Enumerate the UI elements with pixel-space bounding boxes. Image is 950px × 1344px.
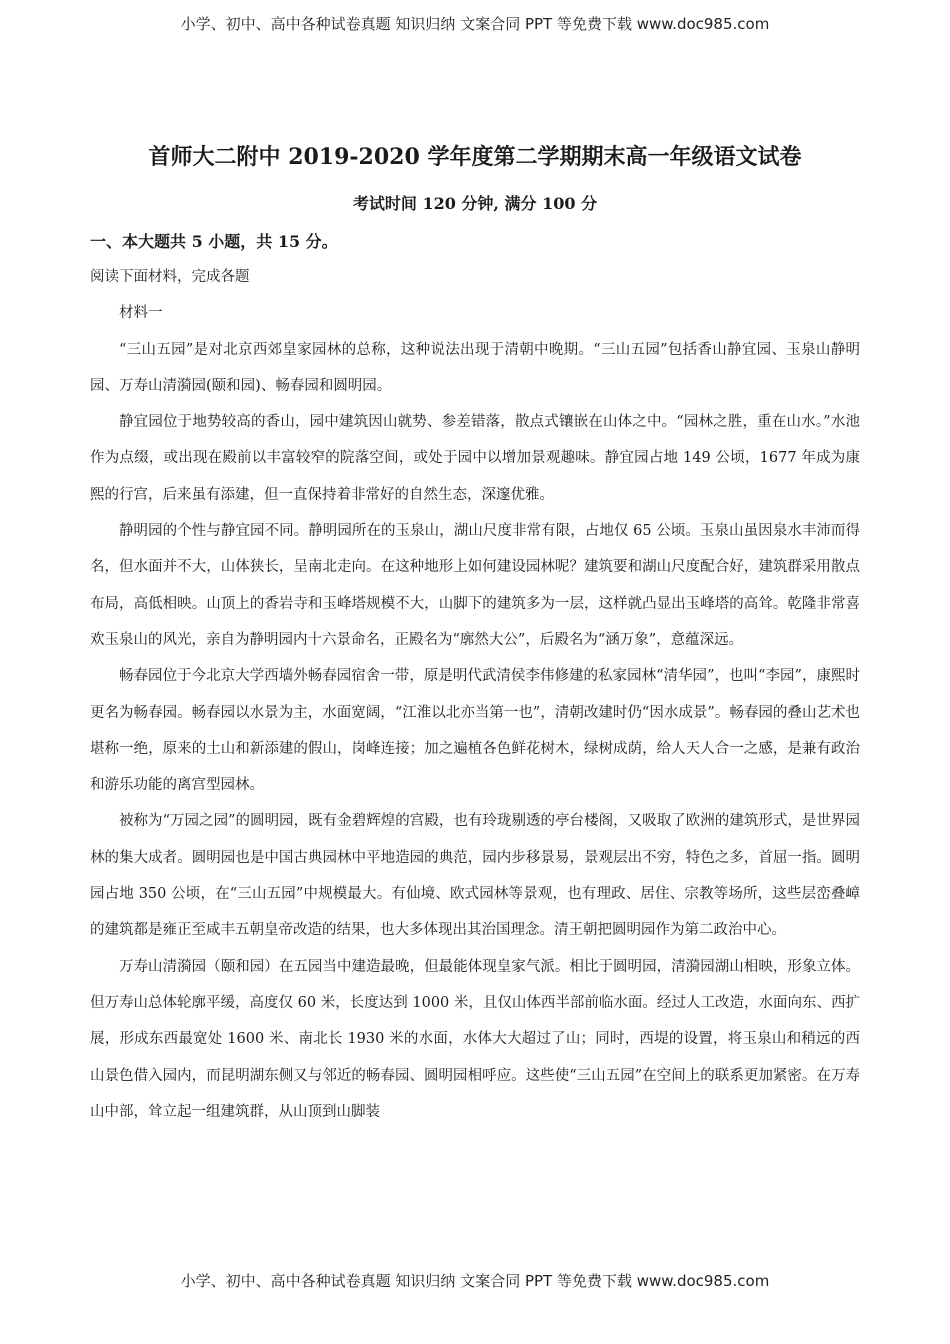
material-label: 材料一 xyxy=(119,305,163,322)
section-heading: 一、本大题共 5 小题，共 15 分。 xyxy=(90,232,338,251)
exam-subtitle: 考试时间 120 分钟, 满分 100 分 xyxy=(352,194,598,213)
header-banner: 小学、初中、高中各种试卷真题 知识归纳 文案合同 PPT 等免费下载 www.doc985.com xyxy=(180,15,770,33)
page-title: 首师大二附中 2019-2020 学年度第二学期期末高一年级语文试卷 xyxy=(148,144,802,170)
instruction-text: 阅读下面材料，完成各题 xyxy=(90,269,250,285)
paragraph: 静宜园位于地势较高的香山，园中建筑因山就势、参差错落，散点式镶嵌在山体之中。“园林之胜，重在山水。”水池作为点缀，或出现在殿前以丰富较窄的院落空间，或处于园中以增加景观趣味。静宜园占地 149 公顷，1677 年成为康熙的行宫，后来虽有添建，但一直保持着非常好的自然生态，深邃优雅。 xyxy=(90,414,860,503)
reading-material xyxy=(90,259,860,1130)
paragraph: 畅春园位于今北京大学西墙外畅春园宿舍一带，原是明代武清侯李伟修建的私家园林“清华园”，也叫“李园”，康熙时更名为畅春园。畅春园以水景为主，水面宽阔，“江淮以北亦当第一也”，清朝改建时仍“因水成景”。畅春园的叠山艺术也堪称一绝，原来的土山和新添建的假山，岗峰连接；加之遍植各色鲜花树木，绿树成荫，给人天人合一之感，是兼有政治和游乐功能的离宫型园林。 xyxy=(90,668,860,794)
paragraph: “三山五园”是对北京西郊皇家园林的总称，这种说法出现于清朝中晚期。“三山五园”包括香山静宜园、玉泉山静明园、万寿山清漪园(颐和园)、畅春园和圆明园。 xyxy=(90,341,860,394)
paragraph: 静明园的个性与静宜园不同。静明园所在的玉泉山，湖山尺度非常有限，占地仅 65 公顷。玉泉山虽因泉水丰沛而得名，但水面并不大，山体狭长，呈南北走向。在这种地形上如何建设园林呢？建筑要和湖山尺度配合好，建筑群采用散点布局，高低相映。山顶上的香岩寺和玉峰塔规模不大，山脚下的建筑多为一层，这样就凸显出玉峰塔的高耸。乾隆非常喜欢玉泉山的风光，亲自为静明园内十六景命名，正殿名为“廓然大公”，后殿名为“涵万象”，意蕴深远。 xyxy=(90,523,860,648)
footer-banner: 小学、初中、高中各种试卷真题 知识归纳 文案合同 PPT 等免费下载 www.doc985.com xyxy=(180,1272,770,1290)
paragraph: 万寿山清漪园（颐和园）在五园当中建造最晚，但最能体现皇家气派。相比于圆明园，清漪园湖山相映，形象立体。但万寿山总体轮廓平缓，高度仅 60 米，长度达到 1000 米，且仅山体西半部前临水面。经过人工改造，水面向东、西扩展，形成东西最宽处 1600 米、南北长 1930 米的水面，水体大大超过了山；同时，西堤的设置，将玉泉山和稍远的西山景色借入园内，而昆明湖东侧又与邻近的畅春园、圆明园相呼应。这些使“三山五园”在空间上的联系更加紧密。在万寿山中部，耸立起一组建筑群，从山顶到山脚装 xyxy=(90,958,860,1120)
paragraph: 被称为“万园之园”的圆明园，既有金碧辉煌的宫殿，也有玲珑剔透的亭台楼阁，又吸取了欧洲的建筑形式，是世界园林的集大成者。圆明园也是中国古典园林中平地造园的典范，园内步移景易，景观层出不穷，特色之多，首屈一指。圆明园占地 350 公顷，在“三山五园”中规模最大。有仙境、欧式园林等景观，也有理政、居住、宗教等场所，这些层峦叠嶂的建筑都是雍正至咸丰五朝皇帝改造的结果，也大多体现出其治国理念。清王朝把圆明园作为第二政治中心。 xyxy=(90,813,860,939)
